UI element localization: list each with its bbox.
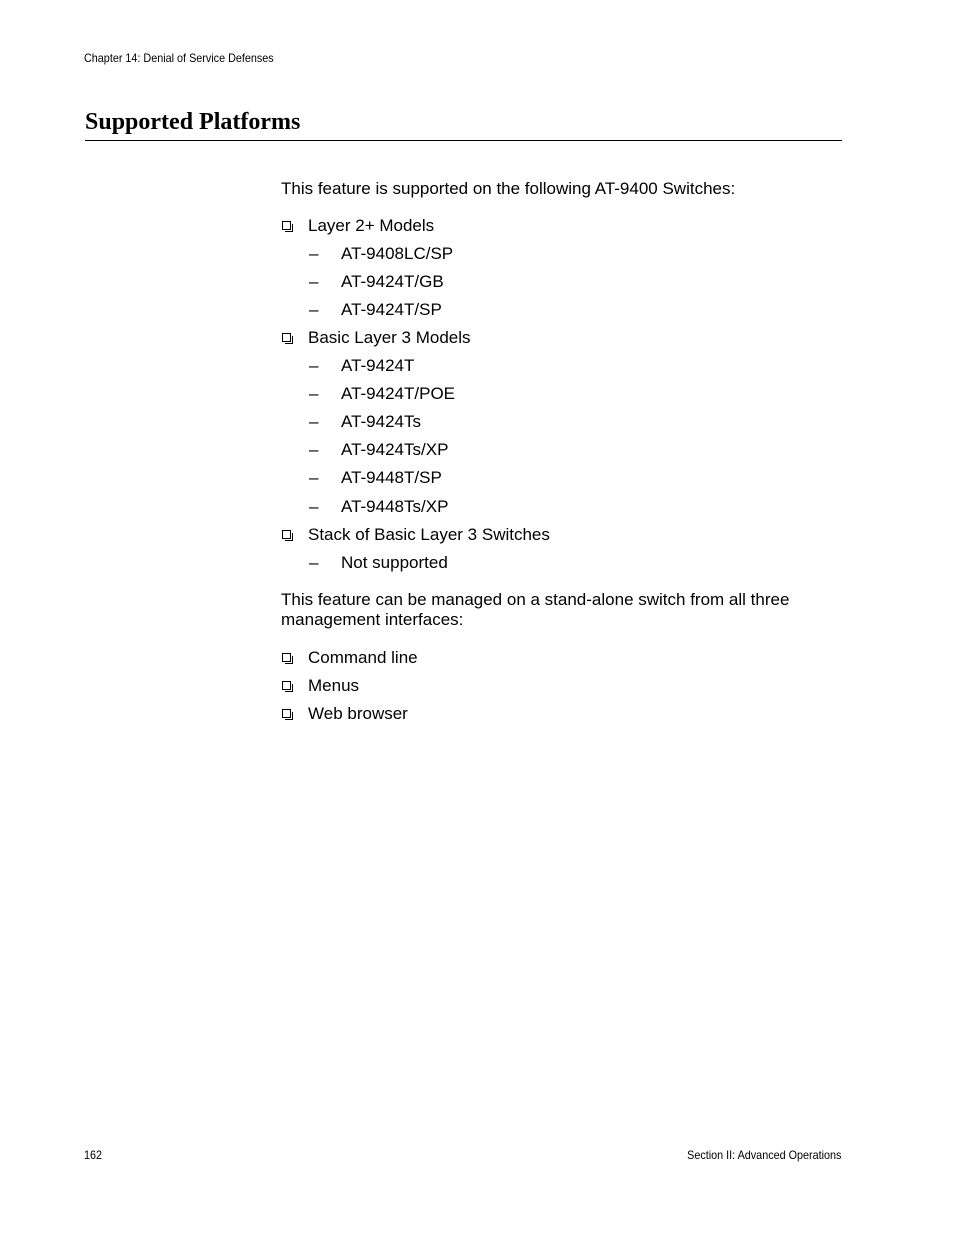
- dash-bullet: –: [309, 356, 319, 375]
- list-item-label: Menus: [308, 676, 360, 695]
- list-item-label: Command line: [308, 648, 418, 667]
- running-footer-section: Section II: Advanced Operations: [686, 1148, 841, 1162]
- list-item-label: Web browser: [308, 704, 408, 723]
- checkbox-bullet-icon: [282, 653, 291, 662]
- page-title: Supported Platforms: [85, 109, 301, 135]
- list-subitem: [309, 468, 442, 488]
- title-rule: [85, 140, 842, 141]
- list-subitem: [309, 497, 448, 517]
- dash-bullet: –: [309, 244, 319, 263]
- dash-bullet: –: [309, 384, 319, 403]
- list-subitem: [309, 412, 421, 432]
- managed-paragraph: This feature can be managed on a stand-alone switch from all three management interfaces:: [281, 590, 790, 629]
- list-subitem-label: AT-9424Ts: [341, 412, 422, 431]
- list-item-menus: [282, 676, 359, 696]
- list-subitem: [309, 553, 448, 573]
- dash-bullet: –: [309, 412, 319, 431]
- list-item-label: Layer 2+ Models: [308, 216, 435, 235]
- list-subitem-label: AT-9424T/SP: [341, 300, 442, 319]
- list-subitem-label: AT-9408LC/SP: [341, 244, 454, 263]
- list-subitem-label: AT-9424Ts/XP: [341, 440, 449, 459]
- dash-bullet: –: [309, 272, 319, 291]
- list-subitem-label: AT-9448T/SP: [341, 468, 442, 487]
- page-number: 162: [84, 1148, 103, 1162]
- list-subitem-label: Not supported: [341, 553, 448, 572]
- checkbox-bullet-icon: [282, 709, 291, 718]
- dash-bullet: –: [309, 300, 319, 319]
- list-subitem: [309, 300, 442, 320]
- dash-bullet: –: [309, 497, 319, 516]
- list-item-layer2-models: [282, 216, 434, 236]
- running-header: Chapter 14: Denial of Service Defenses: [84, 51, 274, 65]
- list-item-web-browser: [282, 704, 408, 724]
- list-subitem: [309, 356, 414, 376]
- checkbox-bullet-icon: [282, 530, 291, 539]
- intro-paragraph: This feature is supported on the following AT-9400 Switches:: [281, 179, 736, 198]
- checkbox-bullet-icon: [282, 333, 291, 342]
- list-item-label: Stack of Basic Layer 3 Switches: [308, 525, 550, 544]
- list-subitem: [309, 272, 444, 292]
- list-subitem-label: AT-9448Ts/XP: [341, 497, 449, 516]
- list-subitem-label: AT-9424T/GB: [341, 272, 444, 291]
- checkbox-bullet-icon: [282, 221, 291, 230]
- checkbox-bullet-icon: [282, 681, 291, 690]
- list-item-basic-layer3-models: [282, 328, 471, 348]
- list-subitem: [309, 384, 455, 404]
- dash-bullet: –: [309, 440, 319, 459]
- list-item-label: Basic Layer 3 Models: [308, 328, 471, 347]
- dash-bullet: –: [309, 553, 319, 572]
- dash-bullet: –: [309, 468, 319, 487]
- list-item-stack-basic-layer3: [282, 525, 550, 545]
- list-subitem-label: AT-9424T/POE: [341, 384, 456, 403]
- list-subitem: [309, 244, 453, 264]
- list-subitem: [309, 440, 448, 460]
- list-subitem-label: AT-9424T: [341, 356, 415, 375]
- list-item-command-line: [282, 648, 418, 668]
